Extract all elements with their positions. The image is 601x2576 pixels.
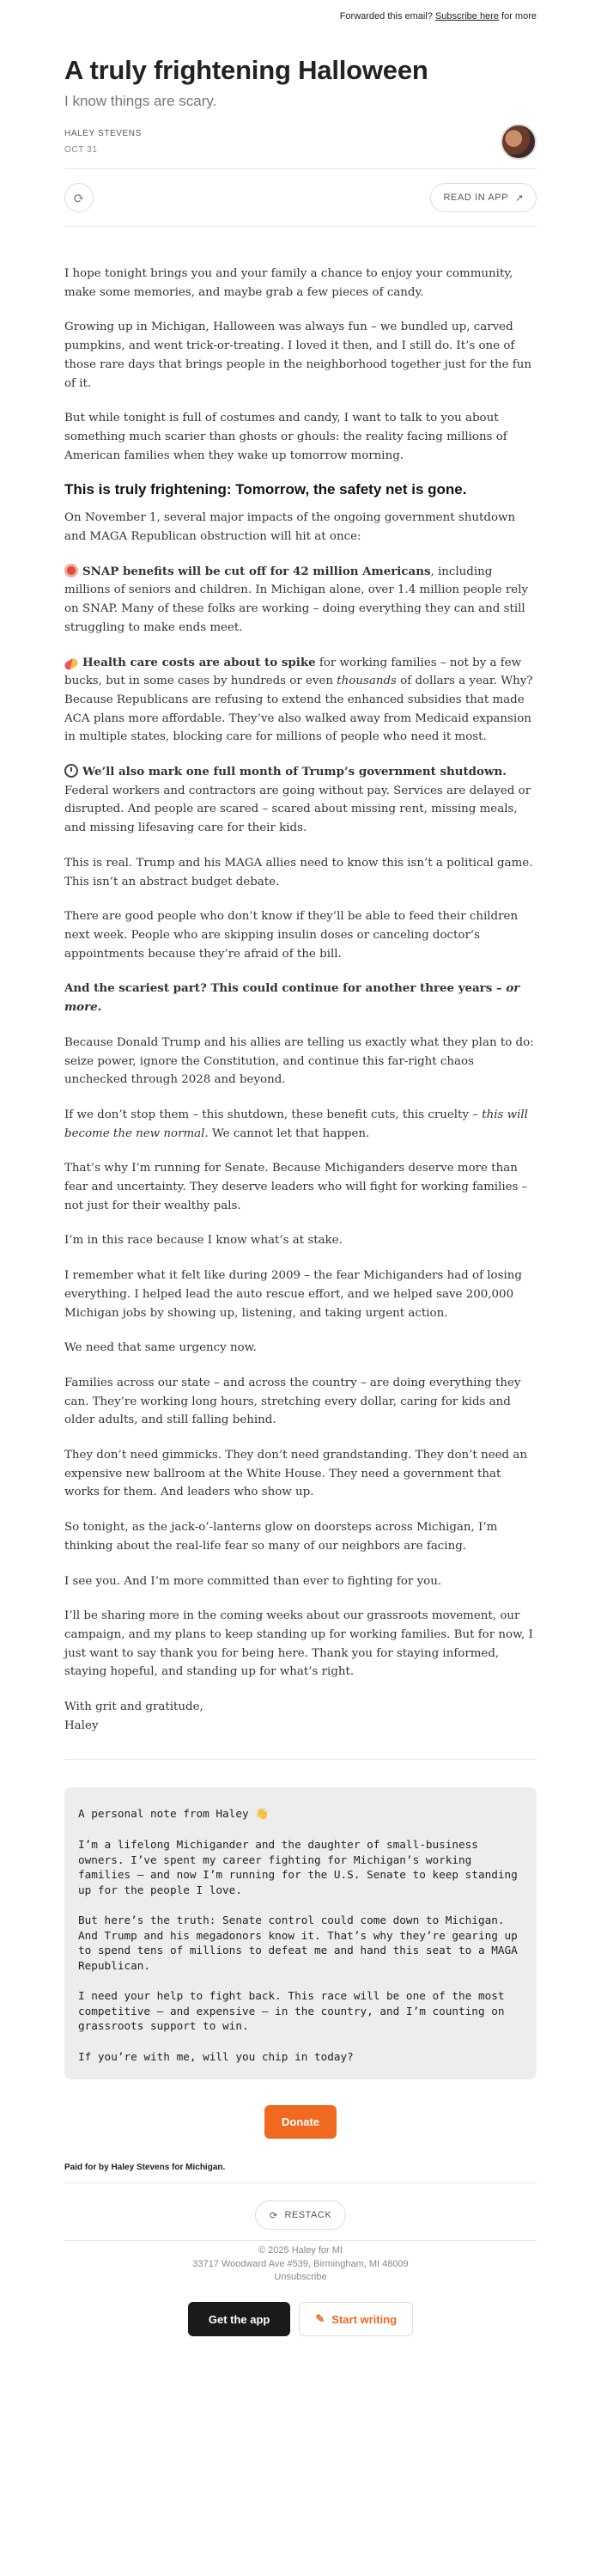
- restack-button-top[interactable]: [64, 183, 94, 212]
- post-date: OCT 31: [64, 145, 98, 155]
- snap-bold: SNAP benefits will be cut off for 42 million Americans: [82, 564, 431, 578]
- restack-label: RESTACK: [284, 2210, 332, 2221]
- shutdown-bold: We’ll also mark one full month of Trump’s government shutdown.: [82, 765, 507, 779]
- footer-legal: [64, 2244, 537, 2285]
- snap-text: , including millions of seniors and children. In Michigan alone, over 1.4 million people rely on SNAP. Many of these folks are working – doing everything they can and still struggling to make ends meet.: [64, 565, 529, 634]
- shutdown-paragraph: [64, 763, 537, 838]
- restack-icon: ⟳: [73, 189, 85, 206]
- footer-divider: [64, 2182, 537, 2183]
- read-in-app-label: READ IN APP: [443, 192, 509, 203]
- paragraph: Growing up in Michigan, Halloween was always fun – we bundled up, carved pumpkins, and went trick-or-treating. I loved it then, and I still do. It’s one of those rare days that brings people in the neighborhood together just for the fun of it.: [64, 320, 532, 390]
- paragraph: There are good people who don’t know if they’ll be able to feed their children next week. People who are skipping insulin doses or canceling doctor’s appointments because they’re afraid of the bill.: [64, 910, 519, 961]
- health-bold: Health care costs are about to spike: [82, 655, 316, 669]
- paragraph: I’m in this race because I know what’s at stake.: [64, 1234, 343, 1248]
- pill-icon: [64, 656, 80, 671]
- personal-note-box: [64, 1787, 537, 2079]
- app-cta-row: [64, 2302, 537, 2336]
- paid-for-disclaimer: Paid for by Haley Stevens for Michigan.: [64, 2163, 226, 2173]
- health-em: thousands: [337, 675, 397, 688]
- post-title: A truly frightening Halloween: [64, 55, 428, 85]
- note-paragraph: But here’s the truth: Senate control could come down to Michigan. And Trump and his megadonors know it. That’s why they’re gearing up to spend tens of millions to defeat me and hand this seat to a MAGA Republican.: [78, 1914, 518, 1972]
- paragraph: We need that same urgency now.: [64, 1341, 257, 1355]
- paragraph: On November 1, several major impacts of the ongoing government shutdown and MAGA Republican obstruction will hit at once:: [64, 511, 516, 544]
- note-paragraph: If you’re with me, will you chip in today?: [78, 2049, 354, 2063]
- scariest-em: or more.: [64, 981, 520, 1015]
- paragraph: But while tonight is full of costumes and candy, I want to talk to you about something much scarier than ghosts or ghouls: the reality facing millions of American families when they wake up tomorrow morning.: [64, 412, 507, 462]
- read-in-app-button[interactable]: [430, 183, 537, 212]
- start-writing-button[interactable]: [299, 2302, 413, 2336]
- paragraph: That’s why I’m running for Senate. Because Michiganders deserve more than fear and uncertainty. They deserve leaders who will fight for working families – not just for their wealthy pals.: [64, 1162, 528, 1212]
- signature: [64, 1698, 537, 1735]
- subscribe-link[interactable]: Subscribe here: [434, 11, 499, 21]
- post-toolbar: [64, 168, 537, 227]
- post-body: [64, 265, 537, 1735]
- post-subtitle: I know things are scary.: [64, 93, 217, 109]
- note-paragraph: I’m a lifelong Michigander and the daughter of small-business owners. I’ve spent my career fighting for Michigan’s working families – and now I’m running for the U.S. Senate to keep standing up for the people I love.: [78, 1838, 518, 1896]
- restack-icon: ⟳: [269, 2210, 278, 2221]
- note-heading: A personal note from Haley 👋: [78, 1807, 270, 1821]
- section-heading: This is truly frightening: Tomorrow, the safety net is gone.: [64, 481, 467, 498]
- donate-button[interactable]: Donate: [264, 2105, 337, 2139]
- new-normal-a: If we don’t stop them – this shutdown, these benefit cuts, this cruelty –: [64, 1108, 483, 1121]
- pencil-icon: ✎: [315, 2312, 325, 2326]
- shutdown-text: Federal workers and contractors are going without pay. Services are delayed or disrupted. And people are scared – scared about missing rent, missing meals, and missing lifesaving care for their kids.: [64, 784, 531, 835]
- scariest-paragraph: [64, 980, 537, 1016]
- health-text-a: for working families – not by a few bucks, but in some cases by hundreds or even: [64, 656, 522, 688]
- forward-prefix: Forwarded this email?: [339, 11, 433, 21]
- new-normal-b: . We cannot let that happen.: [204, 1126, 370, 1140]
- paragraph: Families across our state – and across the country – are doing everything they can. They’re working long hours, stretching every dollar, caring for kids and older adults, and still falling behind.: [64, 1376, 521, 1427]
- author-name[interactable]: HALEY STEVENS: [64, 129, 142, 138]
- paragraph: I’ll be sharing more in the coming weeks about our grassroots movement, our campaign, and my plans to keep standing up for working families. But for now, I just want to say thank you for being here. Thank you for staying informed, staying hopeful, and standing up for what’s right.: [64, 1609, 533, 1679]
- copyright: © 2025 Haley for MI: [258, 2245, 343, 2256]
- paragraph: They don’t need gimmicks. They don’t need grandstanding. They don’t need an expensive new ballroom at the White House. They need a government that works for them. And leaders who show up.: [64, 1449, 527, 1499]
- address: 33717 Woodward Ave #539, Birmingham, MI 48009: [192, 2258, 409, 2269]
- red-circle-icon: [64, 564, 78, 577]
- signoff: With grit and gratitude,: [64, 1700, 203, 1714]
- paragraph: I remember what it felt like during 2009 – the fear Michiganders had of losing everything. I helped lead the auto rescue effort, and we helped save 200,000 Michigan jobs by showing up, listening, and taking urgent action.: [64, 1269, 522, 1320]
- note-paragraph: I need your help to fight back. This race will be one of the most competitive – and expensive – in the country, and I’m counting on grassroots support to win.: [78, 1989, 505, 2033]
- new-normal-em: this will become the new normal: [64, 1108, 528, 1140]
- start-writing-label: Start writing: [331, 2312, 398, 2326]
- forward-banner: [0, 0, 601, 33]
- restack-row: [64, 2201, 537, 2230]
- paragraph: This is real. Trump and his MAGA allies need to know this isn’t a political game. This isn’t an abstract budget debate.: [64, 856, 533, 888]
- clock-icon: [64, 764, 78, 778]
- unsubscribe-link[interactable]: Unsubscribe: [274, 2272, 327, 2283]
- health-text-b: of dollars a year. Why? Because Republicans are refusing to extend the enhanced subsidies that made ACA plans more affordable. They’ve also walked away from Medicaid expansion in multiple states, blocking care for millions of people who need it most.: [64, 675, 533, 744]
- get-app-button[interactable]: Get the app: [188, 2302, 291, 2336]
- paragraph: I see you. And I’m more committed than ever to fighting for you.: [64, 1574, 442, 1588]
- divider: [64, 1759, 537, 1760]
- footer-divider: [64, 2240, 537, 2241]
- avatar[interactable]: [501, 124, 537, 160]
- donate-row: [64, 2105, 537, 2139]
- paragraph: So tonight, as the jack-o’-lanterns glow on doorsteps across Michigan, I’m thinking about the real-life fear so many of our neighbors are facing.: [64, 1521, 498, 1553]
- snap-paragraph: [64, 563, 537, 638]
- scariest-bold: And the scariest part? This could continue for another three years –: [64, 981, 507, 996]
- new-normal-paragraph: [64, 1106, 537, 1143]
- signoff-name: Haley: [64, 1718, 99, 1732]
- paragraph: I hope tonight brings you and your family a chance to enjoy your community, make some memories, and maybe grab a few pieces of candy.: [64, 267, 513, 299]
- health-paragraph: [64, 654, 537, 748]
- paragraph: Because Donald Trump and his allies are telling us exactly what they plan to do: seize power, ignore the Constitution, and continue this far-right chaos unchecked through 2028 and beyond.: [64, 1035, 534, 1087]
- arrow-up-right-icon: ↗: [515, 192, 524, 204]
- forward-suffix: for more: [501, 11, 537, 21]
- restack-button[interactable]: [255, 2201, 346, 2230]
- byline: [64, 124, 537, 160]
